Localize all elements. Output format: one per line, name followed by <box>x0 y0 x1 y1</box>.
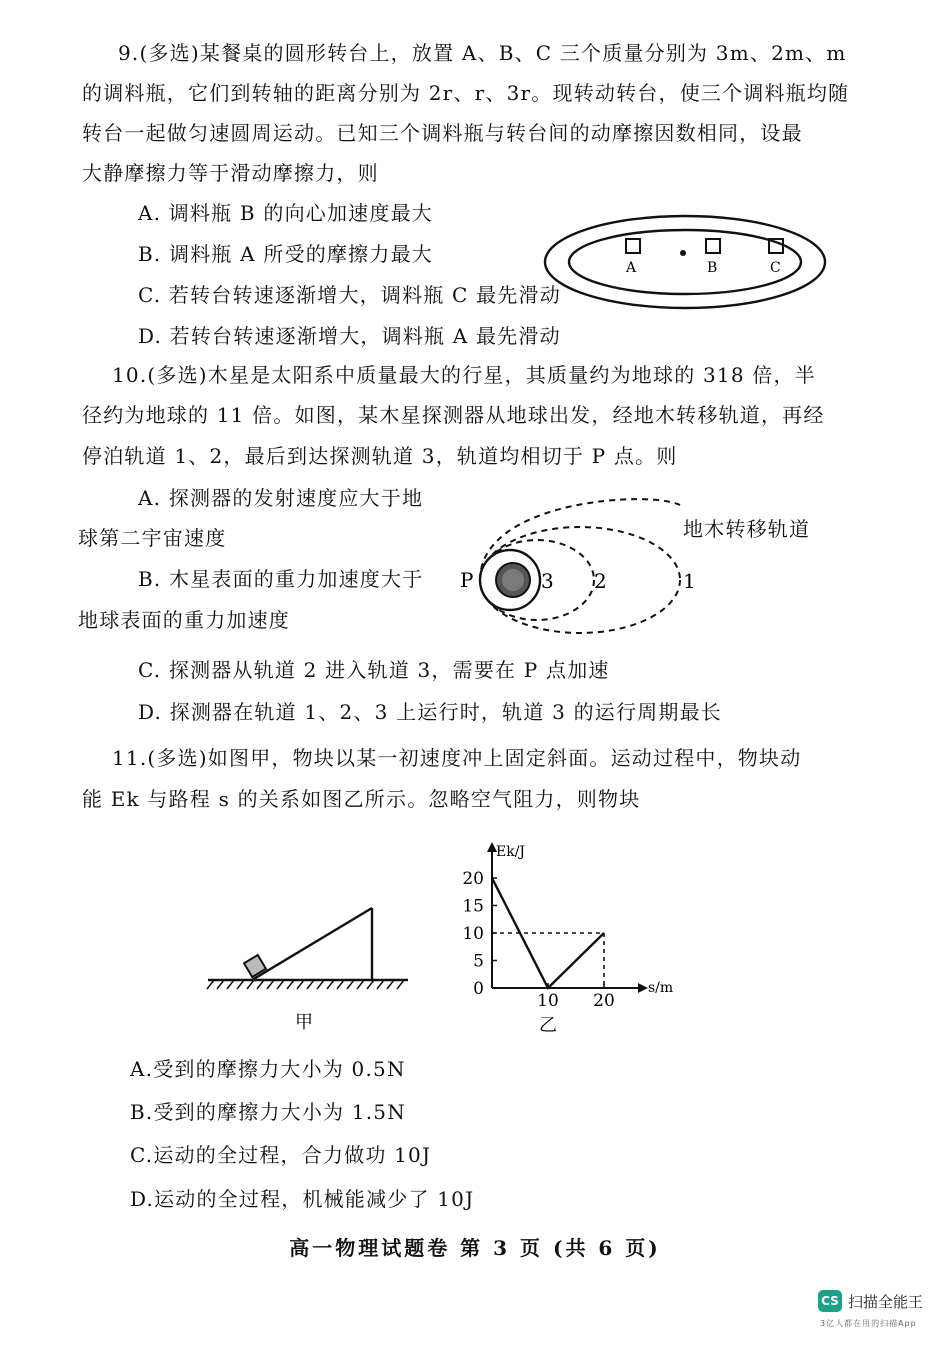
ek-s-chart <box>450 838 700 1038</box>
ground-hatch-mark <box>277 980 284 989</box>
ground-hatch-mark <box>217 980 224 989</box>
orbit-3-label: 3 <box>541 569 554 593</box>
ground-hatch-mark <box>287 980 294 989</box>
q10-line-2: 径约为地球的 11 倍。如图，某木星探测器从地球出发，经地木转移轨道，再经 <box>82 403 825 427</box>
orbit-figure <box>450 480 830 650</box>
chart-x-arrow <box>638 983 648 993</box>
turntable-figure <box>540 212 830 322</box>
q11-option-b: B.受到的摩擦力大小为 1.5N <box>130 1100 406 1124</box>
ground-hatch-mark <box>397 980 404 989</box>
scanner-tagline: 3亿人都在用的扫描App <box>820 1319 917 1328</box>
q9-option-b: B. 调料瓶 A 所受的摩擦力最大 <box>138 242 433 266</box>
ground-hatch-mark <box>347 980 354 989</box>
q9-option-c: C. 若转台转速逐渐增大，调料瓶 C 最先滑动 <box>138 283 561 307</box>
scanner-app-name: 扫描全能王 <box>848 1293 924 1311</box>
point-p-label: P <box>460 568 474 592</box>
ground-hatch-mark <box>387 980 394 989</box>
ground-hatch-mark <box>237 980 244 989</box>
q11-line-2: 能 Ek 与路程 s 的关系如图乙所示。忽略空气阻力，则物块 <box>82 787 641 811</box>
ground-hatch-mark <box>357 980 364 989</box>
chart-y-tick-label: 10 <box>462 924 484 944</box>
q10-option-b-cont: 地球表面的重力加速度 <box>78 608 290 632</box>
ground-hatch-mark <box>247 980 254 989</box>
q9-line-4: 大静摩擦力等于滑动摩擦力，则 <box>82 161 379 185</box>
chart-y-tick-label: 5 <box>473 951 484 972</box>
q11-option-a: A.受到的摩擦力大小为 0.5N <box>130 1057 406 1081</box>
q9-option-a: A. 调料瓶 B 的向心加速度最大 <box>138 201 433 225</box>
chart-y-tick-label: 15 <box>462 896 484 917</box>
ground-hatch-mark <box>317 980 324 989</box>
bottle-a <box>626 239 640 253</box>
transfer-orbit-label: 地木转移轨道 <box>683 517 811 541</box>
ground-hatch-mark <box>327 980 334 989</box>
bottle-b-label: B <box>707 260 718 276</box>
q9-line-3: 转台一起做匀速圆周运动。已知三个调料瓶与转台间的动摩擦因数相同，设最 <box>82 121 803 145</box>
q10-line-1: 10.(多选)木星是太阳系中质量最大的行星，其质量约为地球的 318 倍，半 <box>112 363 816 387</box>
q11-option-d: D.运动的全过程，机械能减少了 10J <box>130 1187 475 1211</box>
q10-option-a: A. 探测器的发射速度应大于地 <box>138 486 424 510</box>
ground-hatch-mark <box>307 980 314 989</box>
q9-option-d: D. 若转台转速逐渐增大，调料瓶 A 最先滑动 <box>138 324 561 348</box>
page-footer: 高一物理试题卷 第 3 页 (共 6 页) <box>289 1236 661 1260</box>
ground-hatch-mark <box>297 980 304 989</box>
q10-option-d: D. 探测器在轨道 1、2、3 上运行时，轨道 3 的运行周期最长 <box>138 700 722 724</box>
ground-hatch-mark <box>257 980 264 989</box>
q9-line-1: 9.(多选)某餐桌的圆形转台上，放置 A、B、C 三个质量分别为 3m、2m、m <box>118 41 847 65</box>
scanner-logo: CS <box>818 1290 842 1312</box>
q11-option-c: C.运动的全过程，合力做功 10J <box>130 1143 432 1167</box>
incline-slope <box>252 908 372 980</box>
q10-option-c: C. 探测器从轨道 2 进入轨道 3，需要在 P 点加速 <box>138 658 610 682</box>
chart-y-label: Ek/J <box>496 844 526 860</box>
figure-a-caption: 甲 <box>295 1012 313 1033</box>
figure-b-caption: 乙 <box>539 1015 557 1036</box>
bottle-a-label: A <box>626 260 637 276</box>
incline-figure <box>200 900 420 1040</box>
ground-hatch-mark <box>267 980 274 989</box>
q10-option-a-cont: 球第二宇宙速度 <box>78 526 227 550</box>
orbit-2-label: 2 <box>594 569 607 593</box>
q9-line-2: 的调料瓶，它们到转轴的距离分别为 2r、r、3r。现转动转台，使三个调料瓶均随 <box>82 81 850 105</box>
turntable-axis-dot <box>680 250 686 256</box>
orbit-1-label: 1 <box>683 569 696 593</box>
jupiter-texture <box>502 569 524 591</box>
chart-x-tick-label: 20 <box>593 991 615 1011</box>
ground-hatch-mark <box>207 980 214 989</box>
ground-hatch <box>207 980 404 989</box>
ground-hatch-mark <box>227 980 234 989</box>
ground-hatch-mark <box>367 980 374 989</box>
chart-x-label: s/m <box>648 980 674 996</box>
chart-x-tick-label: 10 <box>537 991 559 1011</box>
chart-y-tick-label: 0 <box>473 979 484 999</box>
q10-option-b: B. 木星表面的重力加速度大于 <box>138 567 424 591</box>
bottle-c-label: C <box>770 260 781 276</box>
turntable-inner-ellipse <box>569 230 801 294</box>
bottle-b <box>706 239 720 253</box>
chart-y-tick-label: 20 <box>462 869 484 889</box>
q11-line-1: 11.(多选)如图甲，物块以某一初速度冲上固定斜面。运动过程中，物块动 <box>112 746 802 770</box>
ground-hatch-mark <box>377 980 384 989</box>
q10-line-3: 停泊轨道 1、2，最后到达探测轨道 3，轨道均相切于 P 点。则 <box>82 444 678 468</box>
ground-hatch-mark <box>337 980 344 989</box>
